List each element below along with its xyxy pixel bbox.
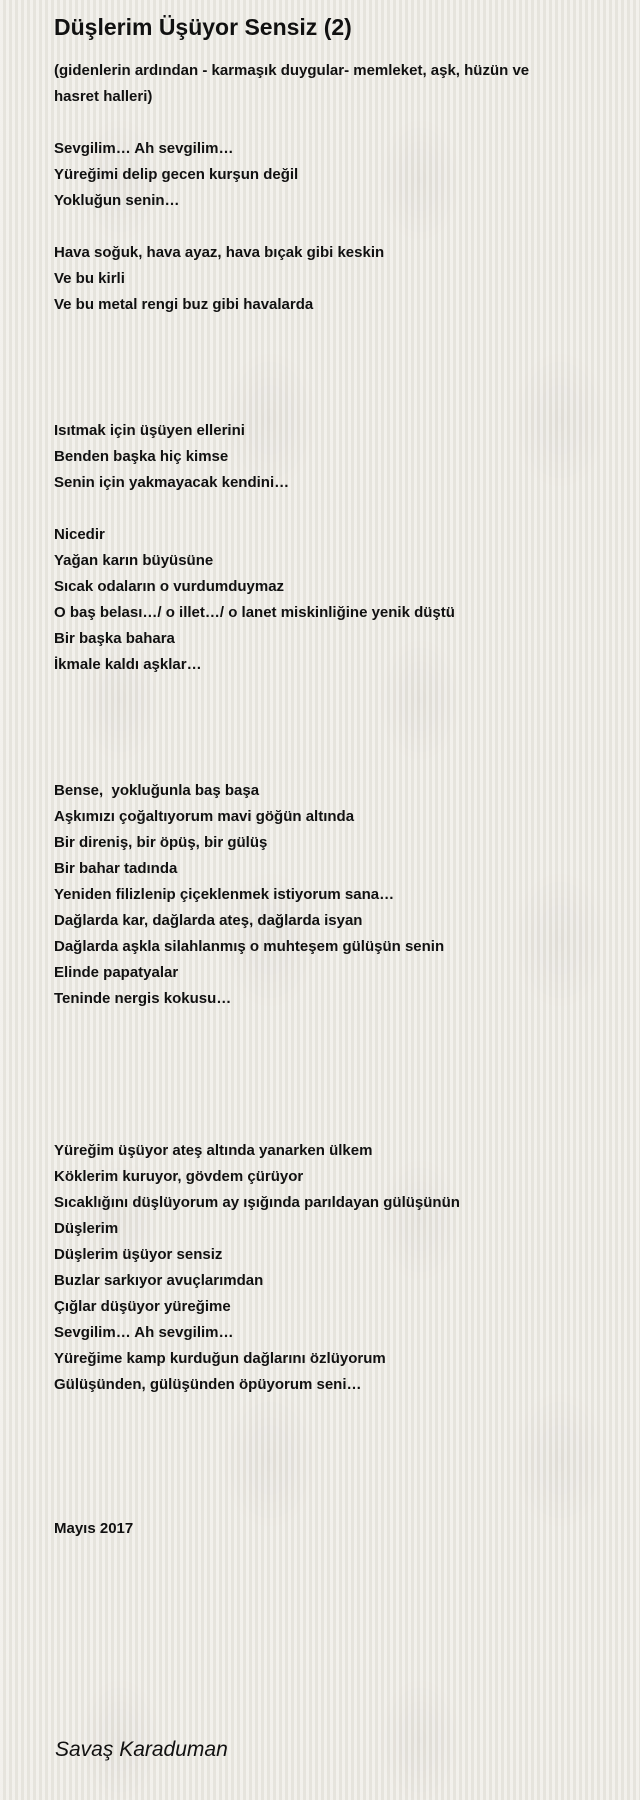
poem-line: Yüreğime kamp kurduğun dağlarını özlüyorum [54,1350,386,1367]
poem-line: O baş belası…/ o illet…/ o lanet miskinliğine yenik düştü [54,604,455,621]
stanza-2 [54,240,614,318]
poem-line: Hava soğuk, hava ayaz, hava bıçak gibi keskin [54,244,385,261]
poem-line: Nicedir [54,526,105,543]
poem-line: Bir direniş, bir öpüş, bir gülüş [54,834,268,851]
poem-line: Teninde nergis kokusu… [54,990,232,1007]
stanza-4 [54,522,614,678]
poem-line: Bense, yokluğunla baş başa [54,782,260,799]
poem-line: İkmale kaldı aşklar… [54,656,202,673]
poem-line: Düşlerim [54,1220,119,1237]
poem-line: Yeniden filizlenip çiçeklenmek istiyorum sana… [54,886,395,903]
poem-line: Yüreğim üşüyor ateş altında yanarken ülkem [54,1142,373,1159]
poem-line: Gülüşünden, gülüşünden öpüyorum seni… [54,1376,362,1393]
poem-line: Yüreğimi delip gecen kurşun değil [54,166,299,183]
poem-line: Senin için yakmayacak kendini… [54,474,290,491]
poem-line: Bir bahar tadında [54,860,178,877]
poem-line: Elinde papatyalar [54,964,179,981]
stanza-3 [54,418,614,496]
poem-line: Buzlar sarkıyor avuçlarımdan [54,1272,264,1289]
poem-line: Ve bu kirli [54,270,125,287]
poem-line: Bir başka bahara [54,630,175,647]
poem-date: Mayıs 2017 [54,1520,134,1537]
poem-line: Yağan karın büyüsüne [54,552,214,569]
poem-line: Çığlar düşüyor yüreğime [54,1298,231,1315]
stanza-5 [54,778,614,1012]
poem-line: Sıcaklığını düşlüyorum ay ışığında parıldayan gülüşünün [54,1194,460,1211]
poem-line: Köklerim kuruyor, gövdem çürüyor [54,1168,304,1185]
stanza-1 [54,136,614,214]
author-signature: Savaş Karaduman [55,1738,228,1761]
poem-line: Ve bu metal rengi buz gibi havalarda [54,296,314,313]
poem-line: Sevgilim… Ah sevgilim… [54,1324,234,1341]
poem-line: Benden başka hiç kimse [54,448,229,465]
poem-line: Isıtmak için üşüyen ellerini [54,422,245,439]
stanza-6 [54,1138,614,1398]
poem-line: Düşlerim üşüyor sensiz [54,1246,223,1263]
poem-subtitle: (gidenlerin ardından - karmaşık duygular- memleket, aşk, hüzün ve hasret halleri) [54,62,530,105]
poem-line: Dağlarda aşkla silahlanmış o muhteşem gülüşün senin [54,938,445,955]
poem-line: Sıcak odaların o vurdumduymaz [54,578,285,595]
poem-line: Aşkımızı çoğaltıyorum mavi göğün altında [54,808,355,825]
poem-line: Sevgilim… Ah sevgilim… [54,140,234,157]
poem-title: Düşlerim Üşüyor Sensiz (2) [54,14,352,40]
poem-line: Yokluğun senin… [54,192,180,209]
poem-container [54,12,614,1398]
poem-line: Dağlarda kar, dağlarda ateş, dağlarda isyan [54,912,363,929]
